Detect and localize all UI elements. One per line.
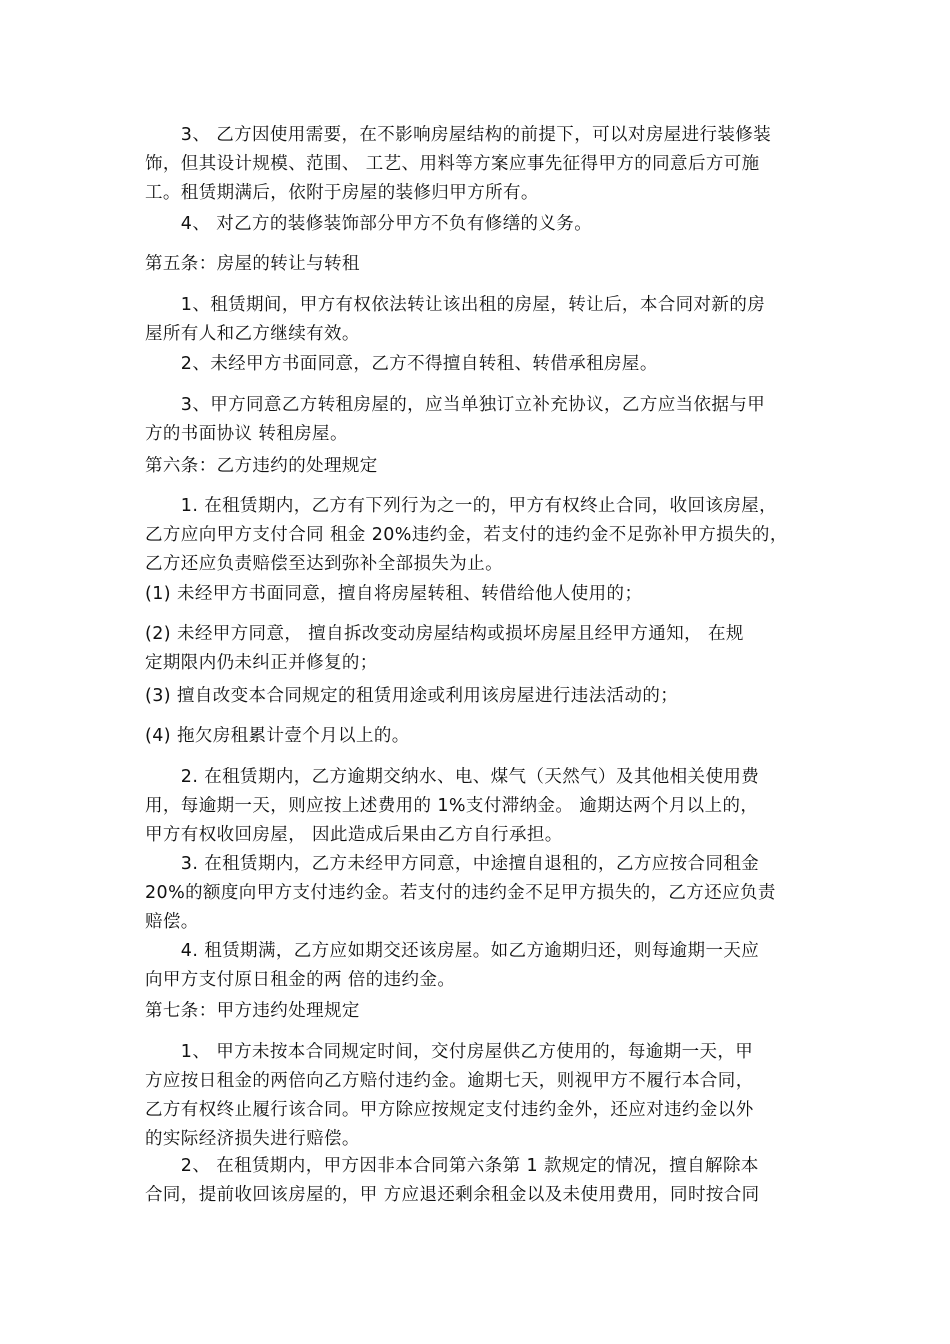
text-line: 2. 在租赁期内，乙方逾期交纳水、电、煤气（天然气）及其他相关使用费: [145, 767, 760, 787]
text-line: 乙方应向甲方支付合同 租金 20%违约金，若支付的违约金不足弥补甲方损失的，: [145, 525, 788, 545]
text-line: 20%的额度向甲方支付违约金。若支付的违约金不足甲方损失的，乙方还应负责: [145, 883, 776, 903]
text-line: 饰，但其设计规模、范围、 工艺、用料等方案应事先征得甲方的同意后方可施: [145, 154, 760, 174]
text-line: 甲方有权收回房屋， 因此造成后果由乙方自行承担。: [145, 825, 563, 845]
article-6-subitem-2: [145, 620, 813, 678]
article-5-item-1: [145, 291, 813, 349]
clause-4-item-3: [145, 121, 813, 208]
text-line: 1. 在租赁期内，乙方有下列行为之一的，甲方有权终止合同，收回该房屋，: [145, 496, 778, 516]
article-6-subitem-4: [145, 722, 813, 751]
text-line: 3. 在租赁期内，乙方未经甲方同意，中途擅自退租的，乙方应按合同租金: [145, 854, 760, 874]
text-line: 赔偿。: [145, 912, 199, 932]
text-line: 3、甲方同意乙方转租房屋的，应当单独订立补充协议，乙方应当依据与甲: [145, 395, 766, 415]
article-7-item-2: [145, 1152, 813, 1210]
text-line: 4. 租赁期满，乙方应如期交还该房屋。如乙方逾期归还，则每逾期一天应: [145, 941, 760, 961]
text-line: (2) 未经甲方同意， 擅自拆改变动房屋结构或损坏房屋且经甲方通知， 在规: [145, 624, 744, 644]
text-line: 的实际经济损失进行赔偿。: [145, 1129, 360, 1149]
text-line: 乙方有权终止履行该合同。甲方除应按规定支付违约金外，还应对违约金以外: [145, 1100, 754, 1120]
text-line: 1、租赁期间，甲方有权依法转让该出租的房屋，转让后，本合同对新的房: [145, 295, 766, 315]
text-line: 3、 乙方因使用需要，在不影响房屋结构的前提下，可以对房屋进行装修装: [145, 125, 772, 145]
article-6-item-4: [145, 937, 813, 995]
clause-4-item-4: [145, 210, 813, 239]
article-5-item-2: [145, 350, 813, 379]
text-line: 第六条：乙方违约的处理规定: [145, 456, 378, 476]
text-line: 屋所有人和乙方继续有效。: [145, 324, 360, 344]
article-7-item-1: [145, 1038, 813, 1154]
article-6-item-2: [145, 763, 813, 850]
article-5-item-3: [145, 391, 813, 449]
article-6-heading: [145, 452, 813, 481]
text-line: 方的书面协议 转租房屋。: [145, 424, 348, 444]
article-7-heading: [145, 997, 813, 1026]
article-6-subitem-3: [145, 682, 813, 711]
text-line: 1、 甲方未按本合同规定时间，交付房屋供乙方使用的，每逾期一天，甲: [145, 1042, 754, 1062]
text-line: 2、 在租赁期内，甲方因非本合同第六条第 1 款规定的情况，擅自解除本: [145, 1156, 759, 1176]
text-line: (4) 拖欠房租累计壹个月以上的。: [145, 726, 410, 746]
text-line: 方应按日租金的两倍向乙方赔付违约金。逾期七天，则视甲方不履行本合同，: [145, 1071, 754, 1091]
text-line: (1) 未经甲方书面同意，擅自将房屋转租、转借给他人使用的；: [145, 584, 643, 604]
text-line: 定期限内仍未纠正并修复的；: [145, 653, 378, 673]
text-line: 向甲方支付原日租金的两 倍的违约金。: [145, 970, 456, 990]
text-line: 工。租赁期满后，依附于房屋的装修归甲方所有。: [145, 183, 539, 203]
text-line: 合同，提前收回该房屋的，甲 方应退还剩余租金以及未使用费用，同时按合同: [145, 1185, 760, 1205]
article-6-item-1: [145, 492, 813, 579]
text-line: 用，每逾期一天，则应按上述费用的 1%支付滞纳金。 逾期达两个月以上的，: [145, 796, 759, 816]
text-line: 第五条：房屋的转让与转租: [145, 254, 360, 274]
article-6-subitem-1: [145, 580, 813, 609]
text-line: 乙方还应负责赔偿至达到弥补全部损失为止。: [145, 554, 503, 574]
text-line: (3) 擅自改变本合同规定的租赁用途或利用该房屋进行违法活动的；: [145, 686, 679, 706]
text-line: 4、 对乙方的装修装饰部分甲方不负有修缮的义务。: [145, 214, 593, 234]
article-5-heading: [145, 250, 813, 279]
article-6-item-3: [145, 850, 813, 937]
text-line: 2、未经甲方书面同意，乙方不得擅自转租、转借承租房屋。: [145, 354, 658, 374]
text-line: 第七条：甲方违约处理规定: [145, 1001, 360, 1021]
